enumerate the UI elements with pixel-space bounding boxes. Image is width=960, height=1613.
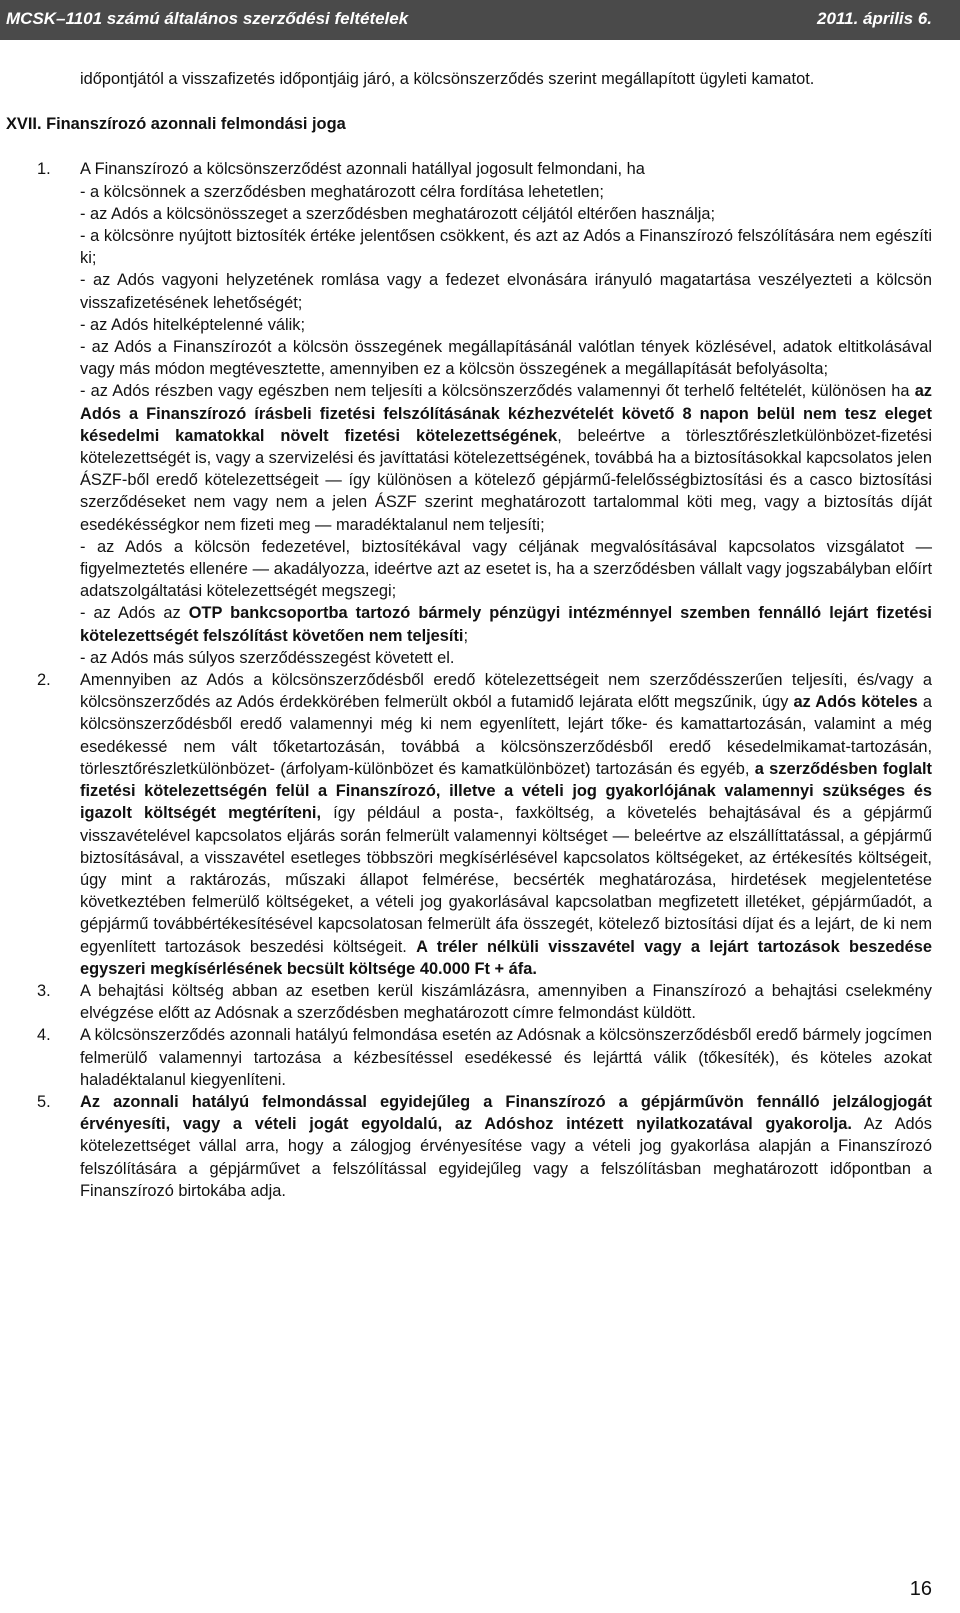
- list-item: [37, 158, 932, 669]
- text: - az Adós a kölcsön fedezetével, biztosítékával vagy céljának megvalósításával kapcsolatos vizsgálatot — figyelmeztetés ellenére — akadályozza, ideértve azt az esetet is, ha a szerződésben vállalt vagy jogszabályban előírt adatszolgáltatási kötelezettségét megszegi;: [80, 537, 932, 601]
- list-item-line: [80, 269, 932, 313]
- list-item-number: 5.: [37, 1092, 51, 1111]
- text: - az Adós az: [80, 604, 189, 623]
- list-item-number: 3.: [37, 981, 51, 1000]
- list-item-line: [80, 181, 932, 203]
- text: Az Adós kötelezettséget vállal arra, hogy a zálogjog érvényesítése vagy a vételi jog gyakorlása alapján a Finanszírozó felszólítására a gépjárművet a felszólítással egyidejűleg vagy a felszólításban meghatározott időpontban a Finanszírozó birtokába adja.: [80, 1115, 932, 1200]
- text: A Finanszírozó a kölcsönszerződést azonnali hatállyal jogosult felmondani, ha: [80, 160, 645, 179]
- document-body: [6, 68, 933, 1202]
- text: a kölcsönszerződésből eredő valamennyi még ki nem egyenlített, lejárt tőke- és kamattartozásán, valamint a még esedékessé nem vált tőketartozásán, továbbá a kölcsönszerződésből eredő késedelmikamat-tartozásán, törlesztőrészletkülönbözet- (árfolyam-különbözet és kamatkülönbözet) tartozásán és egyéb,: [80, 693, 933, 778]
- list-item-number: 2.: [37, 671, 51, 690]
- list-item-line: [80, 1091, 932, 1202]
- list-item-line: [80, 647, 932, 669]
- list-item-line: [80, 536, 932, 603]
- list-item-line: [80, 602, 932, 646]
- text: ;: [463, 626, 469, 645]
- bold-text: OTP bankcsoportba tartozó bármely pénzügyi intézménnyel szemben fennálló lejárt fizetési kötelezettségét felszólítást követően nem teljesíti: [80, 604, 932, 645]
- text: , beleértve a törlesztőrészletkülönbözet-fizetési kötelezettségét is, vagy a szervizelési és javíttatási kötelezettségének, továbbá ha a biztosításokkal kapcsolatos jelen ÁSZF-ből eredő kötelezettségeit — így különösen a kötelező gépjármű-felelősségbiztosítási és a casco biztosítási szerződéseket nem vagy nem a jelen ÁSZF szerint meghatározott tartalommal köti meg, vagy a biztosítás díját esedékésségkor nem fizeti meg — maradéktalanul nem teljesíti;: [80, 426, 932, 534]
- numbered-list: [37, 158, 933, 1202]
- list-item-line: [80, 380, 932, 535]
- list-item: [37, 1024, 932, 1091]
- text: A kölcsönszerződés azonnali hatályú felmondása esetén az Adósnak a kölcsönszerződésből eredő bármely jogcímen felmerülő valamennyi tartozása a kézbesítéssel esedékessé és lejárttá válik (tőkesíték), és köteles azokat haladéktalanul kiegyenlíteni.: [80, 1026, 932, 1089]
- text: - az Adós a Finanszírozót a kölcsön összegének megállapításánál valótlan tények közlésével, adatok eltitkolásával vagy más módon megtévesztette, amennyiben ez a kölcsön összegének a megállapítását befolyásolta;: [80, 338, 932, 379]
- text: - a kölcsönre nyújtott biztosíték értéke jelentősen csökkent, és azt az Adós a Finanszírozó felszólítására nem egészíti ki;: [80, 227, 932, 268]
- list-item-number: 4.: [37, 1026, 51, 1045]
- bold-text: Az azonnali hatályú felmondással egyidejűleg a Finanszírozó a gépjárművön fennálló jelzálogjogát érvényesíti, vagy a vételi jogát egyoldalú, az Adóshoz intézett nyilatkozatával gyakorolja.: [80, 1092, 932, 1134]
- page-header: [0, 0, 960, 40]
- list-item-line: [80, 980, 932, 1024]
- list-item: [37, 980, 932, 1024]
- list-item-line: [80, 203, 932, 225]
- list-item: [37, 669, 933, 980]
- list-item-line: [80, 1024, 932, 1091]
- text: - az Adós hitelképtelenné válik;: [80, 315, 306, 334]
- header-date: 2011. április 6.: [817, 9, 932, 28]
- text: A behajtási költség abban az esetben kerül kiszámlázásra, amennyiben a Finanszírozó a behajtási cselekmény elvégzése előtt az Adósnak a szerződésben meghatározott címre felmondást küldött.: [80, 981, 932, 1023]
- text: Amennyiben az Adós a kölcsönszerződésből eredő kötelezettségeit nem szerződésszerűen teljesíti, és/vagy a kölcsönszerződés az Adós érdekkörében felmerült okból a futamidő lejárata előtt megszűnik, úgy: [80, 671, 932, 712]
- list-item-line: [80, 314, 932, 336]
- header-document-title: MCSK–1101 számú általános szerződési feltételek: [6, 9, 409, 28]
- page-number: 16: [909, 1578, 932, 1600]
- list-item-line: [80, 669, 932, 980]
- text: - az Adós más súlyos szerződésszegést követett el.: [80, 648, 455, 667]
- text: - az Adós a kölcsönösszeget a szerződésben meghatározott céljától eltérően használja;: [80, 204, 716, 223]
- text: így például a posta-, faxköltség, a követelés behajtásával és a gépjármű visszavételével kapcsolatos eljárás során felmerült valamennyi költséget — beleértve az elszállíttatással, a gépjármű biztosításával, a visszavétel esetleges többszöri megkísérlésével kapcsolatos költségeket, az értékesítés költségeit, úgy mint a raktározás, műszaki állapot felmérése, becsérték meghatározása, hirdetések megjelentetése következtében felmerülő költségeket, a vételi jog gyakorlásával kapcsolatban megfizetett illetéket, gépjárműadót, a gépjármű továbbértékesítésével kapcsolatosan felmerült áfa összegét, kötelező biztosítási díjat és a lejárt, de ki nem egyenlített tartozások beszedési költségeit.: [80, 804, 932, 956]
- bold-text: a szerződésben foglalt fizetési kötelezettségén felül a Finanszírozó, illetve a vételi jog gyakorlójának valamennyi szükséges és igazolt költségét megtéríteni,: [80, 759, 932, 823]
- list-item-line: [80, 158, 932, 180]
- bold-text: az Adós a Finanszírozó írásbeli fizetési felszólításának kézhezvételét követő 8 napon belül nem tesz eleget késedelmi kamatokkal növelt fizetési kötelezettségének: [80, 382, 932, 445]
- text: - az Adós vagyoni helyzetének romlása vagy a fedezet elvonására irányuló magatartása veszélyezteti a kölcsön visszafizetésének lehetőségét;: [80, 271, 932, 312]
- bold-text: az Adós köteles: [793, 693, 918, 712]
- section-title: XVII. Finanszírozó azonnali felmondási joga: [6, 115, 346, 134]
- list-item-number: 1.: [37, 160, 51, 179]
- text: - az Adós részben vagy egészben nem teljesíti a kölcsönszerződés valamennyi őt terhelő feltételét, különösen ha: [80, 382, 915, 401]
- list-item-line: [80, 225, 932, 269]
- intro-paragraph: időpontjától a visszafizetés időpontjáig járó, a kölcsönszerződés szerint megállapított ügyleti kamatot.: [80, 70, 815, 88]
- text: - a kölcsönnek a szerződésben meghatározott célra fordítása lehetetlen;: [80, 182, 604, 201]
- bold-text: A tréler nélküli visszavétel vagy a lejárt tartozások beszedése egyszeri megkísérlésének becsült költsége 40.000 Ft + áfa.: [80, 937, 932, 978]
- list-item: [37, 1091, 932, 1202]
- list-item-line: [80, 336, 932, 380]
